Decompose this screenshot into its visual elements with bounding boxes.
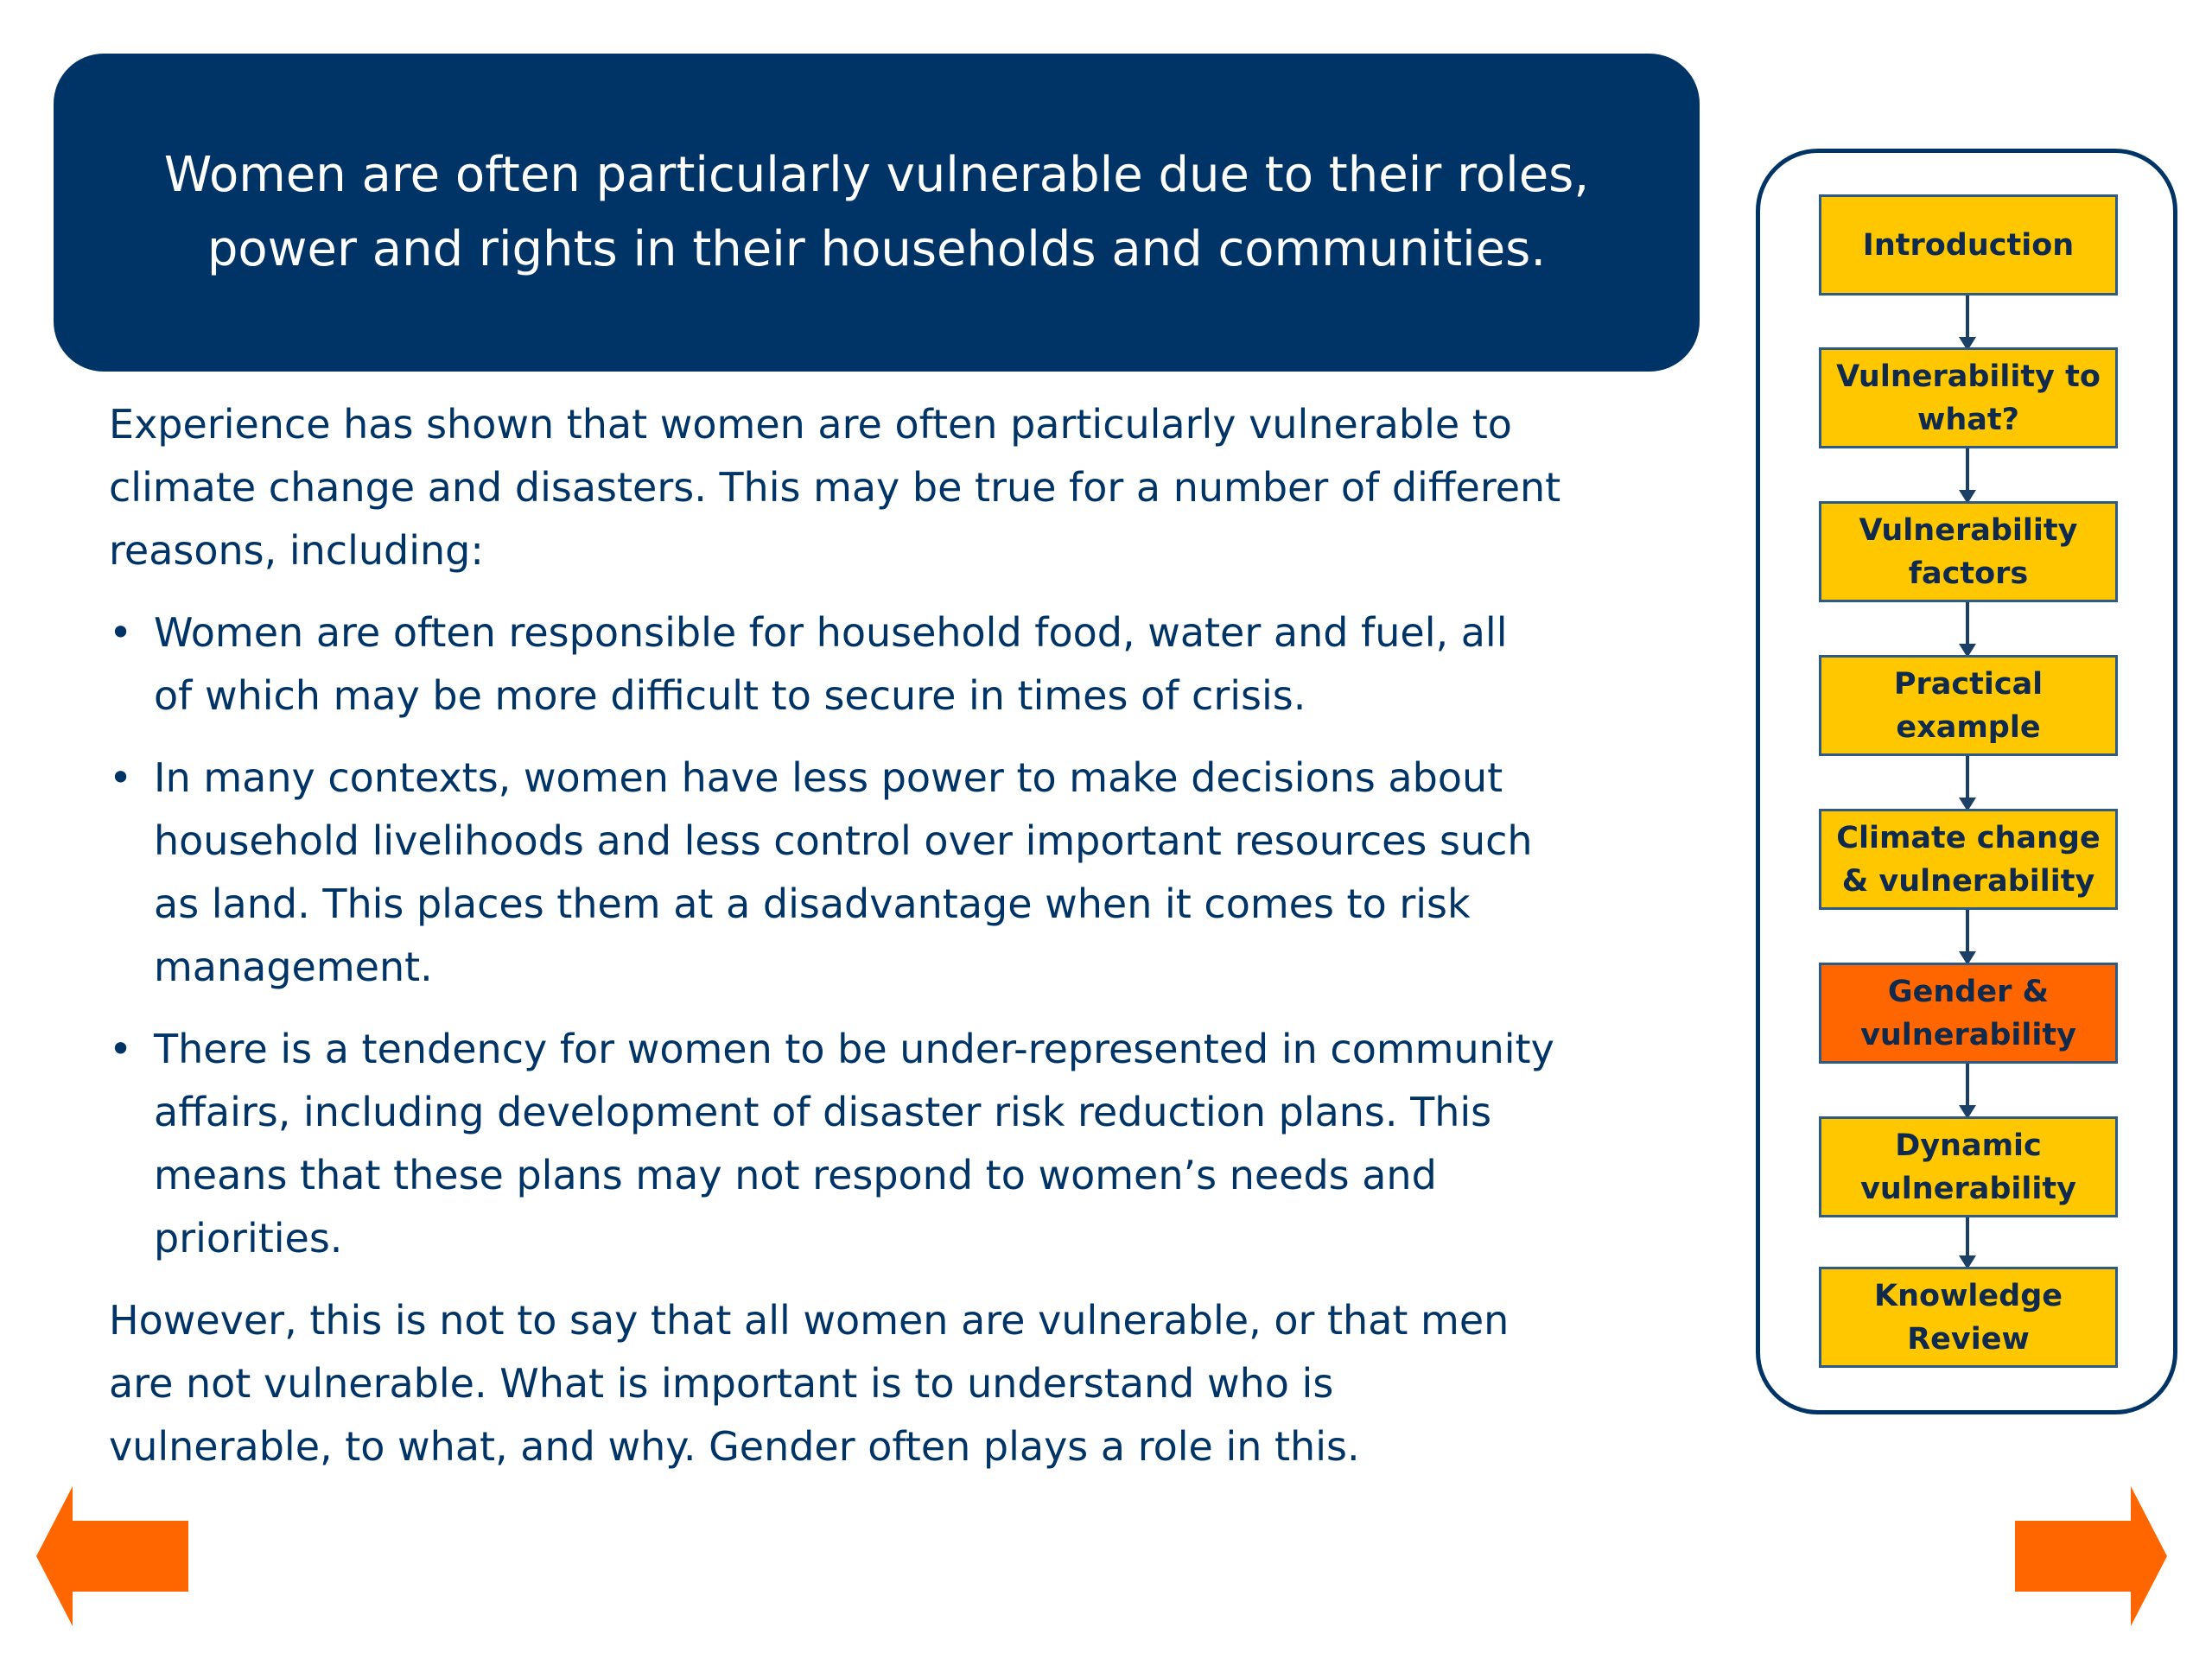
bullet-line: of which may be more difficult to secure in times of crisis. (154, 672, 1306, 719)
nav-connector-arrow (1966, 910, 1969, 963)
bullet-list (109, 601, 1690, 1270)
bullet-line: means that these plans may not respond to women’s needs and (154, 1152, 1437, 1198)
nav-connector-arrow (1966, 756, 1969, 810)
bullet-item (109, 747, 1690, 999)
arrow-left-icon (36, 1486, 188, 1626)
nav-item-knowledge-review[interactable] (1819, 1267, 2118, 1368)
nav-item-label: Knowledge (1874, 1278, 2063, 1313)
nav-item-label: & vulnerability (1841, 863, 2095, 899)
closing-paragraph (109, 1289, 1690, 1478)
nav-item-label: Practical (1893, 666, 2044, 702)
closing-line: vulnerable, to what, and why. Gender often plays a role in this. (109, 1423, 1360, 1470)
bullet-item (109, 1018, 1690, 1270)
nav-item-label: vulnerability (1860, 1171, 2076, 1206)
title-line-2: power and rights in their households and communities. (207, 221, 1547, 277)
nav-connector-arrow (1966, 296, 1969, 349)
nav-item-climate-change[interactable] (1819, 809, 2118, 910)
next-button[interactable] (2015, 1486, 2167, 1626)
bullet-line: Women are often responsible for household food, water and fuel, all (154, 609, 1508, 656)
nav-item-label: what? (1917, 402, 2019, 437)
nav-item-practical-example[interactable] (1819, 655, 2118, 756)
nav-item-label: factors (1908, 556, 2029, 591)
bullet-item (109, 601, 1690, 728)
nav-item-label: Dynamic (1895, 1128, 2042, 1163)
nav-connector-arrow (1966, 602, 1969, 656)
nav-connector-arrow (1966, 448, 1969, 502)
intro-paragraph (109, 393, 1690, 582)
bullet-line: management. (154, 944, 433, 990)
closing-line: are not vulnerable. What is important is to understand who is (109, 1360, 1334, 1407)
intro-line: climate change and disasters. This may be true for a number of different (109, 464, 1561, 511)
closing-line: However, this is not to say that all women are vulnerable, or that men (109, 1297, 1510, 1344)
main-text (109, 393, 1690, 1478)
arrow-right-icon (2015, 1486, 2167, 1626)
nav-item-label: Climate change (1836, 820, 2101, 855)
bullet-icon: • (109, 754, 133, 801)
bullet-line: priorities. (154, 1215, 343, 1262)
bullet-line: affairs, including development of disaster risk reduction plans. This (154, 1089, 1492, 1135)
nav-item-label: Review (1907, 1321, 2030, 1357)
bullet-line: In many contexts, women have less power to make decisions about (154, 754, 1503, 801)
page-title (54, 54, 1700, 372)
nav-item-gender-vulnerability[interactable] (1819, 963, 2118, 1064)
nav-item-introduction[interactable] (1819, 194, 2118, 296)
nav-connector-arrow (1966, 1064, 1969, 1117)
title-line-1: Women are often particularly vulnerable due to their roles, (163, 147, 1590, 203)
nav-item-vulnerability-to-what[interactable] (1819, 347, 2118, 448)
nav-item-label: Vulnerability to (1836, 359, 2101, 394)
nav-item-label: Vulnerability (1859, 512, 2078, 548)
nav-item-label: Gender & (1887, 974, 2050, 1009)
bullet-line: as land. This places them at a disadvantage when it comes to risk (154, 880, 1471, 927)
nav-item-label: Introduction (1862, 227, 2075, 263)
bullet-icon: • (109, 1026, 133, 1072)
bullet-line: There is a tendency for women to be under-represented in community (154, 1026, 1554, 1072)
nav-item-dynamic-vulnerability[interactable] (1819, 1116, 2118, 1217)
bullet-icon: • (109, 609, 133, 656)
nav-item-label: vulnerability (1860, 1017, 2076, 1052)
intro-line: Experience has shown that women are often particularly vulnerable to (109, 401, 1512, 448)
intro-line: reasons, including: (109, 527, 484, 574)
nav-item-label: example (1896, 709, 2041, 745)
nav-item-vulnerability-factors[interactable] (1819, 501, 2118, 602)
nav-connector-arrow (1966, 1217, 1969, 1268)
bullet-line: household livelihoods and less control over important resources such (154, 817, 1533, 864)
previous-button[interactable] (36, 1486, 188, 1626)
